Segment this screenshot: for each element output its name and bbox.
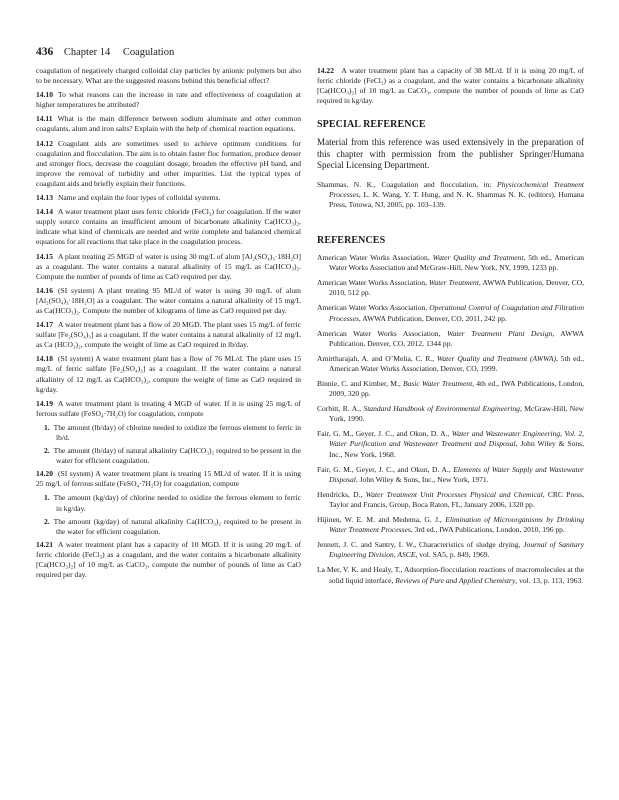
- problem-text: Name and explain the four types of colloidal systems.: [57, 193, 221, 203]
- problem-number: 14.10: [36, 90, 53, 100]
- reference-authors: American Water Works Association,: [317, 303, 430, 313]
- problem-text: A water treatment plant has a capacity of 38 ML/d. If it is using 20 mg/L of ferric chloride (FeCl₃) as a coagulant, and the water contains a bicarbonate alkalinity [Ca(HCO₃)₂] of 10 mg/L as CaCO₃, compute the number of pounds of lime as CaO required in kg/day.: [317, 66, 584, 106]
- problem-item: [36, 399, 301, 419]
- page-header: [36, 46, 584, 58]
- continued-paragraph: coagulation of negatively charged colloidal clay particles by anionic polymers but also to be necessary. What are the suggested reasons behind this beneficial effect?: [36, 66, 301, 86]
- problem-subitem: [36, 446, 301, 466]
- problem-number: 14.17: [36, 320, 53, 330]
- subitem-number: 1.: [44, 422, 50, 432]
- reference-details: , AWWA Publication, Denver, CO, 2010, 512 pp.: [329, 278, 585, 298]
- reference-title: Water Quality and Treatment (AWWA): [436, 353, 556, 363]
- problem-number: 14.16: [36, 285, 53, 295]
- reference-authors: Hijinen, W. E. M. and Medema, G. J.,: [317, 515, 446, 525]
- problem-item: [36, 354, 301, 394]
- subitem-number: 2.: [44, 516, 50, 526]
- problem-number: 14.18: [36, 354, 53, 364]
- subitem-number: 2.: [44, 446, 50, 456]
- chapter-title: Coagulation: [122, 47, 175, 58]
- reference-authors: Fair, G. M., Geyer, J. C., and Okun, D. A.,: [317, 429, 452, 439]
- special-reference-citation: [317, 180, 584, 210]
- problem-number: 14.19: [36, 398, 53, 408]
- problem-number: 14.13: [36, 193, 53, 203]
- problem-subitem: [36, 517, 301, 537]
- special-reference-heading: SPECIAL REFERENCE: [317, 119, 426, 131]
- chapter-label: Chapter 14: [63, 47, 111, 58]
- problem-text: Coagulant aids are sometimes used to achieve optimum conditions for coagulation and flocculation. The aim is to obtain faster floc formation, produce denser and stronger flocs, decrease the coagulant dosage, broaden the effective pH band, and improve the removal of turbidity and other impurities. List the typical types of coagulant aids and briefly explain their functions.: [36, 138, 301, 188]
- reference-details: , AWWA Publication, Denver, CO, 2012, 1344 pp.: [329, 328, 584, 348]
- reference-authors: Corbitt, R. A.,: [317, 404, 364, 414]
- special-reference-text: Material from this reference was used extensively in the preparation of this chapter with permission from the publisher Springer/Humana Special Licensing Department.: [317, 137, 584, 171]
- subitem-text: The amount (lb/day) of natural alkalinity Ca(HCO₃)₂ required to be present in the water for efficient coagulation.: [53, 446, 301, 466]
- reference-details: , vol. SA5, p. 849, 1969.: [415, 550, 490, 560]
- subitem-text: The amount (kg/day) of natural alkalinity Ca(HCO₃)₂ required to be present in the water for efficient coagulation.: [53, 516, 301, 536]
- reference-entry: [317, 303, 584, 323]
- reference-title: Elimination of Microorganisms by Drinking Water Treatment Processes: [329, 515, 584, 535]
- reference-entry: [317, 354, 584, 374]
- reference-entry: [317, 404, 584, 424]
- problem-item: [36, 252, 301, 282]
- reference-authors: La Mer, V. K. and Healy, T., Adsorption-flocculation reactions of macromolecules at the solid liquid interface,: [317, 565, 584, 585]
- reference-details: , CRC Press, Taylor and Francis, Group, Boca Raton, FL, January 2006, 1320 pp.: [329, 489, 584, 509]
- problem-text: A water treatment plant is treating 4 MGD of water. If it is using 25 mg/L of ferrous sulfate (FeSO₄·7H₂O) for coagulation, compute: [36, 398, 301, 418]
- references-heading: REFERENCES: [317, 234, 386, 246]
- reference-authors: American Water Works Association,: [317, 278, 429, 288]
- problem-text: (SI system) A water treatment plant has a flow of 76 ML/d. The plant uses 15 mg/L of ferric sulfate [Fe₂(SO₄)₃] as a coagulant. If the water contains a natural alkalinity of 12 mg/L as Ca(HCO₃)₂, compute the weight of lime as CaO required in kg/day.: [36, 354, 301, 394]
- reference-details: , vol. 13, p. 113, 1963.: [515, 575, 584, 585]
- problem-item: [36, 114, 301, 134]
- citation-authors: Shammas, N. K., Coagulation and flocculation, in:: [317, 179, 498, 189]
- reference-details: , 5th ed., American Water Works Association and McGraw-Hill, New York, NY, 1999, 1233 pp.: [329, 253, 584, 273]
- problem-item: [36, 139, 301, 189]
- reference-list: [317, 253, 584, 586]
- reference-entry: [317, 253, 584, 273]
- reference-authors: American Water Works Association,: [317, 253, 433, 263]
- reference-details: , 5th ed., American Water Works Association, Denver, CO, 1999.: [329, 353, 584, 373]
- problem-item: [36, 90, 301, 110]
- problem-text: A water treatment plant uses ferric chloride (FeCl₃) for coagulation. If the water supply source contains an insufficient amount of bicarbonate alkalinity Ca(HCO₃)₂, indicate what kind of chemicals are needed and write complete and balanced chemical equations for all reactions that take place in the coagulation process.: [36, 207, 301, 247]
- reference-entry: [317, 540, 584, 560]
- reference-title: Basic Water Treatment: [402, 379, 473, 388]
- problem-text: A plant treating 25 MGD of water is using 30 mg/L of alum [Al₂(SO₄)₃·18H₂O] as a coagulant. The water contains a natural alkalinity of 15 mg/L as Ca(HCO₃)₂. Compute the number of pounds of lime as CaO required per day.: [36, 251, 301, 281]
- reference-title: Reviews of Pure and Applied Chemistry: [395, 575, 516, 585]
- problem-text: To what reasons can the increase in rate and effectiveness of coagulation at higher temperatures be attributed?: [36, 90, 301, 110]
- problem-text: (SI system) A water treatment plant is treating 15 ML/d of water. If it is using 25 mg/L of ferrous sulfate (FeSO₄·7H₂O) for coagulation, compute: [36, 469, 301, 489]
- problem-text: What is the main difference between sodium aluminate and other common coagulants, alum and iron salts? Explain with the help of chemical reaction equations.: [36, 114, 301, 134]
- reference-entry: [317, 429, 584, 459]
- reference-title: Journal of Sanitary Engineering Division, ASCE: [329, 540, 584, 560]
- citation-details: , L. K. Wang, Y. T. Hung, and N. K. Shammas N. K. (editors), Humana Press, Totowa, NJ, 2005, pp. 103–139.: [329, 189, 584, 209]
- reference-title: Standard Handbook of Environmental Engineering: [363, 404, 520, 414]
- problem-number: 14.22: [317, 66, 334, 75]
- left-column: [36, 66, 301, 584]
- reference-entry: [317, 465, 584, 485]
- reference-details: , John Wiley & Sons, Inc., New York, 1971.: [355, 474, 489, 484]
- reference-authors: Hendricks, D.,: [317, 489, 366, 499]
- reference-title: Elements of Water Supply and Wastewater Disposal: [329, 464, 584, 484]
- reference-entry: [317, 379, 584, 399]
- problem-text: (SI system) A plant treating 95 ML/d of water is using 30 mg/L of alum [Al₂(SO₄)₃·18H₂O] as a coagulant. The water contains a natural alkalinity of 15 mg/L as Ca(HCO₃)₂. Compute the number of kilograms of lime as CaO required per day.: [36, 285, 301, 315]
- reference-title: Water Treatment Plant Design: [446, 328, 553, 338]
- reference-authors: Fair, G. M., Geyer, J. C., and Okun, D. A.,: [317, 464, 454, 474]
- reference-entry: [317, 278, 584, 298]
- reference-details: , McGraw-Hill, New York, 1990.: [329, 404, 584, 424]
- problem-item: [36, 193, 301, 203]
- reference-authors: Jennett, J. C. and Santry, I. W., Characteristics of sludge drying,: [317, 540, 524, 550]
- problem-number: 14.15: [36, 251, 53, 261]
- problem-number: 14.11: [36, 114, 53, 124]
- reference-title: Water Treatment Unit Processes Physical and Chemical: [365, 489, 543, 499]
- problem-number: 14.12: [36, 138, 53, 148]
- problem-number: 14.20: [36, 469, 53, 479]
- reference-details: , John Wiley & Sons, Inc., New York, 1968.: [329, 439, 584, 459]
- problem-item: [36, 540, 301, 580]
- subitem-number: 1.: [44, 493, 50, 503]
- problem-list: [36, 90, 301, 580]
- reference-details: , AWWA Publication, Denver, CO, 2011, 242 pp.: [358, 313, 507, 323]
- problem-item: [36, 469, 301, 489]
- problem-14-22: [317, 66, 584, 106]
- reference-entry: [317, 329, 584, 349]
- reference-authors: American Water Works Association,: [317, 328, 447, 338]
- reference-authors: Amirtharajah, A. and O’Melia, C. R.,: [317, 353, 437, 363]
- reference-details: , 3rd ed., IWA Publications, London, 2010, 196 pp.: [410, 525, 565, 535]
- page-number: 436: [36, 46, 54, 58]
- reference-title: Water and Wastewater Engineering, Vol. 2, Water Purification and Wastewater Treatment and Disposal: [329, 429, 584, 449]
- problem-subitem: [36, 493, 301, 513]
- reference-entry: [317, 515, 584, 535]
- reference-details: , 4th ed., IWA Publications, London, 2009, 320 pp.: [329, 379, 584, 399]
- problem-text: A water treatment plant has a flow of 20 MGD. The plant uses 15 mg/L of ferric sulfate [Fe₂(SO₄)₃] as a coagulant. If the water contains a natural alkalinity of 12 mg/L as Ca (HCO₃)₂, compute the weight of lime as CaO required in lb/day.: [36, 320, 301, 350]
- subitem-text: The amount (kg/day) of chlorine needed to oxidize the ferrous element to ferric in kg/day.: [53, 493, 301, 513]
- reference-title: Water Quality and Treatment: [432, 253, 524, 263]
- reference-title: Water Treatment: [428, 278, 479, 288]
- problem-item: [36, 286, 301, 316]
- reference-title: Operational Control of Coagulation and Filtration Processes: [329, 303, 584, 323]
- right-column: [317, 66, 584, 591]
- problem-subitem: [36, 423, 301, 443]
- problem-item: [36, 207, 301, 247]
- problem-item: [36, 320, 301, 350]
- reference-authors: Binnie, C. and Kimber, M.,: [317, 379, 403, 388]
- reference-entry: [317, 490, 584, 510]
- problem-number: 14.21: [36, 539, 53, 549]
- citation-title: Physicochemical Treatment Processes: [329, 179, 585, 199]
- problem-number: 14.14: [36, 207, 53, 217]
- problem-text: A water treatment plant has a capacity of 10 MGD. If it is using 20 mg/L of ferric chloride (FeCl₃) as a coagulant, and the water contains a bicarbonate alkalinity [Ca(HCO₃)₂] of 10 mg/L as CaCO₃, compute the number of pounds of lime as CaO required per day.: [36, 539, 301, 580]
- subitem-text: The amount (lb/day) of chlorine needed to oxidize the ferrous element to ferric in lb/d.: [53, 422, 301, 442]
- reference-entry: [317, 565, 584, 585]
